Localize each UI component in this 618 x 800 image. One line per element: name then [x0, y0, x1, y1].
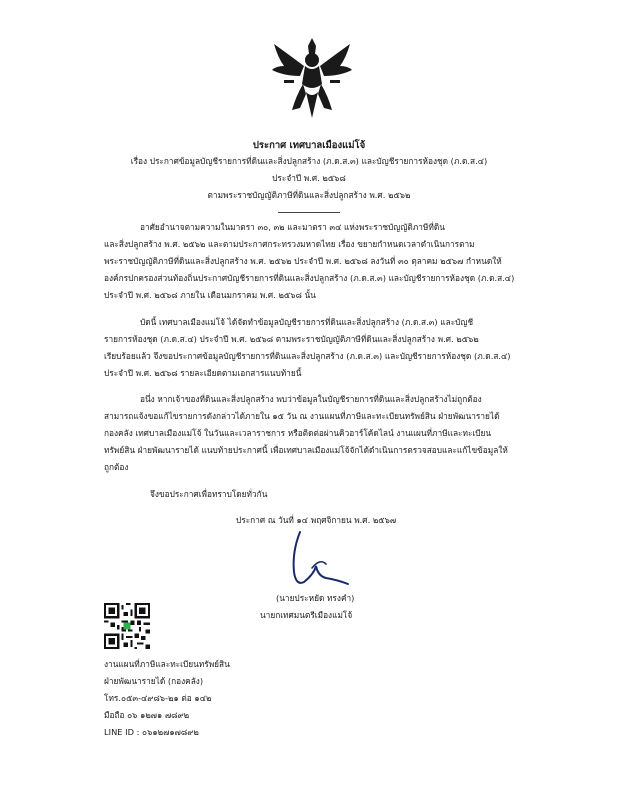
page-title: ประกาศ เทศบาลเมืองแม่โจ้	[252, 140, 366, 151]
paragraph-3-line-5: ถูกต้อง	[104, 462, 129, 472]
paragraph-1-line-4: องค์กรปกครองส่วนท้องถิ่นประกาศบัญชีรายการที่ดินและสิ่งปลูกสร้าง (ภ.ด.ส.๓) และบัญชีรายการห้องชุด (ภ.ด.ส.๔)	[104, 273, 515, 283]
paragraph-3-line-4: ทรัพย์สิน ฝ่ายพัฒนารายได้ แนบท้ายประกาศนี้ เพื่อเทศบาลเมืองแม่โจ้จักได้ดำเนินการตรวจสอบและแก้ไขข้อมูลให้	[104, 445, 508, 455]
paragraph-2-line-3: เรียบร้อยแล้ว จึงขอประกาศข้อมูลบัญชีรายการที่ดินและสิ่งปลูกสร้าง (ภ.ด.ส.๓) และบัญชีรายการห้องชุด (ภ.ด.ส.๔)	[104, 351, 511, 361]
handwritten-signature	[282, 528, 352, 592]
contact-line-5: LINE ID : ๐๖๑๒๗๑๗๘๙๒	[104, 727, 199, 737]
qr-code-icon	[104, 603, 150, 649]
paragraph-1-line-3: พระราชบัญญัติภาษีที่ดินและสิ่งปลูกสร้าง พ.ศ. ๒๕๖๒ ประจำปี พ.ศ. ๒๕๖๘ ลงวันที่ ๓๐ ตุลาคม ๒๕๖๗ กำหนดให้	[104, 256, 502, 266]
closing-line: จึงขอประกาศเพื่อทราบโดยทั่วกัน	[150, 489, 268, 499]
signer-position: นายกเทศมนตรีเมืองแม่โจ้	[260, 610, 353, 620]
paragraph-1-line-1: อาศัยอำนาจตามความในมาตรา ๓๐, ๓๒ และมาตรา ๓๔ แห่งพระราชบัญญัติภาษีที่ดิน	[140, 222, 445, 232]
fiscal-year: ประจำปี พ.ศ. ๒๕๖๘	[272, 173, 346, 183]
date-line: ประกาศ ณ วันที่ ๑๔ พฤศจิกายน พ.ศ. ๒๕๖๗	[236, 515, 397, 525]
paragraph-2-line-2: รายการห้องชุด (ภ.ด.ส.๔) ประจำปี พ.ศ. ๒๕๖๘ ตามพระราชบัญญัติภาษีที่ดินและสิ่งปลูกสร้าง พ.ศ. ๒๕๖๒	[104, 334, 479, 344]
paragraph-3-line-2: สามารถแจ้งขอแก้ไขรายการดังกล่าวได้ภายใน ๑๕ วัน ณ งานแผนที่ภาษีและทะเบียนทรัพย์สิน ฝ่ายพัฒนารายได้	[104, 411, 500, 421]
paragraph-3-line-1: อนึ่ง หากเจ้าของที่ดินและสิ่งปลูกสร้าง พบว่าข้อมูลในบัญชีรายการที่ดินและสิ่งปลูกสร้างไม่ถูกต้อง	[140, 394, 482, 404]
header-divider	[278, 212, 340, 213]
contact-line-2: ฝ่ายพัฒนารายได้ (กองคลัง)	[104, 676, 204, 686]
paragraph-3-line-3: กองคลัง เทศบาลเมืองแม่โจ้ ในวันและเวลาราชการ หรือติดต่อผ่านคิวอาร์โค้ดไลน์ งานแผนที่ภาษีและทะเบียน	[104, 428, 492, 438]
legal-reference: ตามพระราชบัญญัติภาษีที่ดินและสิ่งปลูกสร้าง พ.ศ. ๒๕๖๒	[207, 190, 411, 200]
paragraph-1-line-2: และสิ่งปลูกสร้าง พ.ศ. ๒๕๖๒ และตามประกาศกระทรวงมหาดไทย เรื่อง ขยายกำหนดเวลาดำเนินการตาม	[104, 239, 475, 249]
signer-name: (นายประหยัด ทรงคำ)	[276, 593, 355, 603]
garuda-emblem-icon	[270, 36, 354, 120]
paragraph-1-line-5: ประจำปี พ.ศ. ๒๕๖๘ ภายใน เดือนมกราคม พ.ศ. ๒๕๖๘ นั้น	[104, 290, 316, 300]
paragraph-2-line-1: บัดนี้ เทศบาลเมืองแม่โจ้ ได้จัดทำข้อมูลบัญชีรายการที่ดินและสิ่งปลูกสร้าง (ภ.ด.ส.๓) และบัญชี	[140, 317, 474, 327]
subject-line: เรื่อง ประกาศข้อมูลบัญชีรายการที่ดินและสิ่งปลูกสร้าง (ภ.ด.ส.๓) และบัญชีรายการห้องชุด (ภ.ด.ส.๔)	[130, 156, 488, 166]
paragraph-2-line-4: ประจำปี พ.ศ. ๒๕๖๘ รายละเอียดตามเอกสารแนบท้ายนี้	[104, 368, 302, 378]
contact-line-3: โทร.๐๕๓-๔๙๘๖-๒๑ ต่อ ๑๔๒	[104, 693, 212, 703]
contact-line-4: มือถือ ๐๖ ๑๒๗๑ ๗๘๙๒	[104, 710, 190, 720]
contact-line-1: งานแผนที่ภาษีและทะเบียนทรัพย์สิน	[104, 659, 230, 669]
